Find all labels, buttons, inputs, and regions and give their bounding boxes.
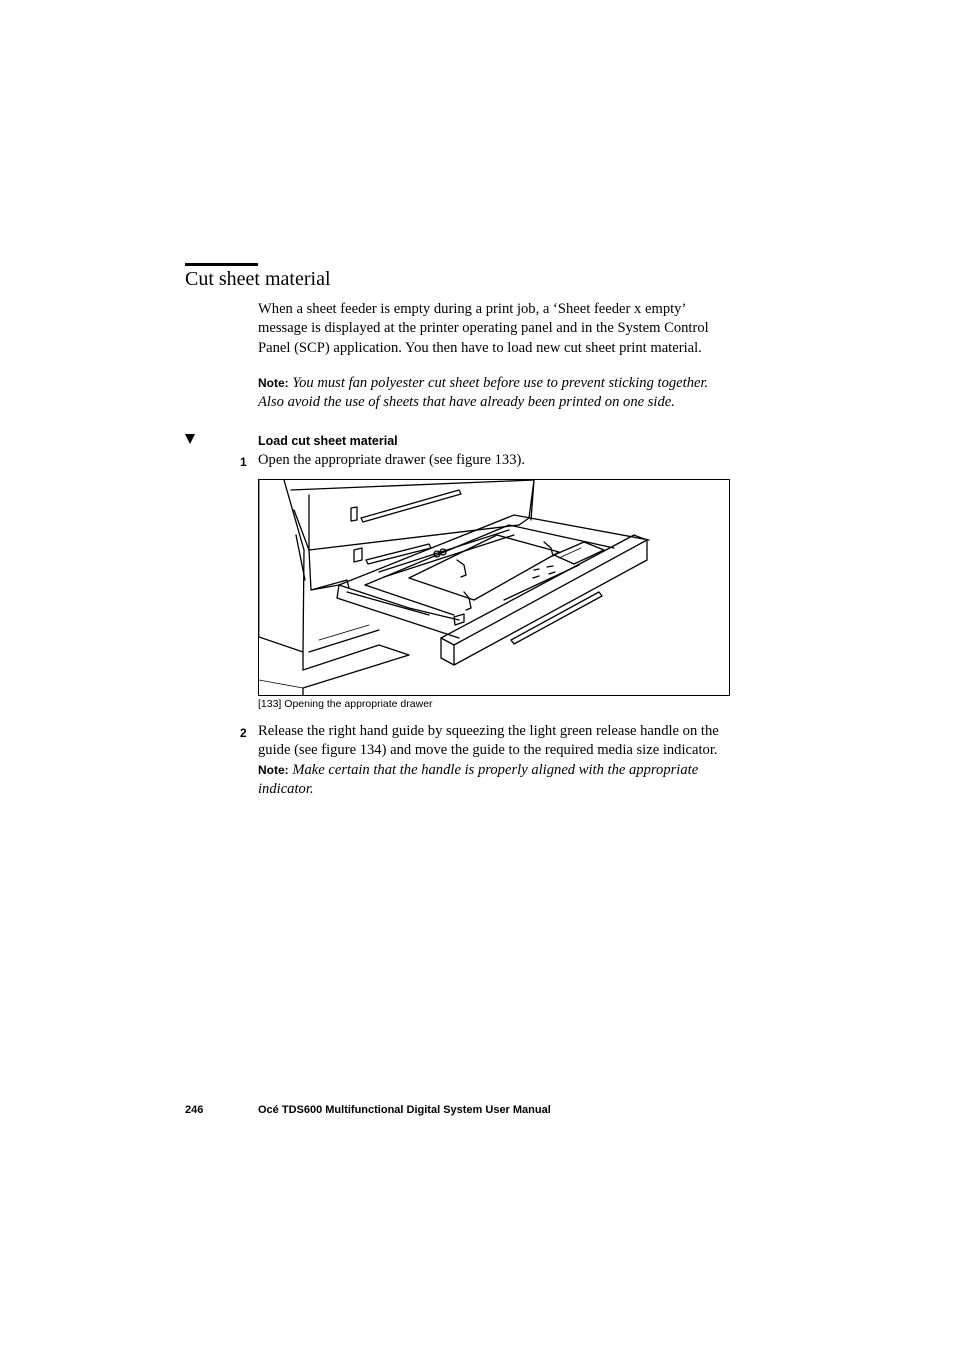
intro-line: message is displayed at the printer operating panel and in the System Control bbox=[258, 320, 709, 337]
section-title: Cut sheet material bbox=[185, 268, 331, 290]
step-number: 2 bbox=[240, 726, 247, 740]
procedure-title: Load cut sheet material bbox=[258, 434, 398, 448]
note-label: Note: bbox=[258, 762, 289, 777]
step-text: guide (see figure 134) and move the guide to the required media size indicator. bbox=[258, 742, 718, 759]
figure-illustration bbox=[258, 479, 730, 696]
section-rule bbox=[185, 263, 258, 266]
note-text: Also avoid the use of sheets that have already been printed on one side. bbox=[258, 394, 675, 411]
intro-paragraph bbox=[258, 300, 736, 358]
figure-caption: [133] Opening the appropriate drawer bbox=[258, 698, 433, 710]
step-text: Open the appropriate drawer (see figure 133). bbox=[258, 452, 526, 468]
page-number: 246 bbox=[185, 1104, 204, 1116]
note-text: You must fan polyester cut sheet before use to prevent sticking together. bbox=[292, 375, 709, 391]
step-number: 1 bbox=[240, 455, 247, 469]
note-text: indicator. bbox=[258, 780, 314, 797]
manual-title: Océ TDS600 Multifunctional Digital System User Manual bbox=[258, 1104, 551, 1116]
note-text: Make certain that the handle is properly aligned with the appropriate bbox=[292, 761, 699, 778]
step-text: Release the right hand guide by squeezing the light green release handle on the bbox=[258, 723, 719, 739]
intro-line: When a sheet feeder is empty during a print job, a ‘Sheet feeder x empty’ bbox=[258, 301, 687, 317]
printer-drawer-icon bbox=[259, 480, 730, 696]
note-paragraph bbox=[258, 374, 736, 413]
note-label: Note: bbox=[258, 376, 289, 390]
step-paragraph bbox=[258, 722, 736, 799]
intro-line: Panel (SCP) application. You then have to load new cut sheet print material. bbox=[258, 339, 702, 356]
procedure-triangle-icon bbox=[185, 434, 195, 444]
